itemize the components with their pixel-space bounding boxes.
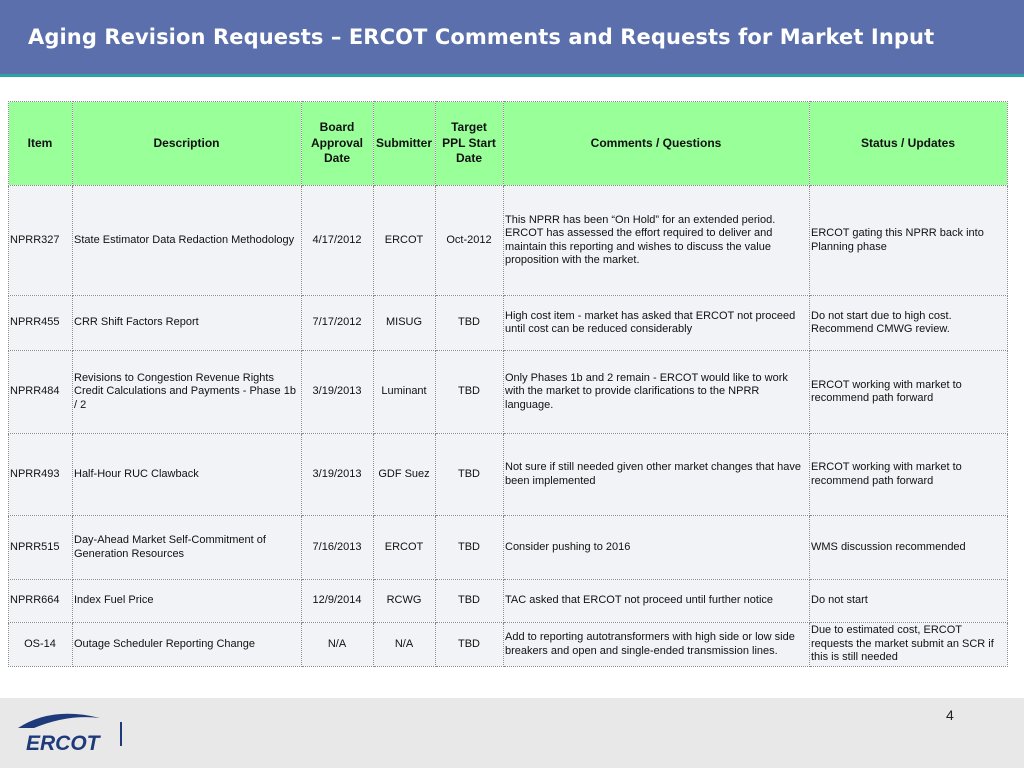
cell-item: NPRR515 [9,516,73,580]
cell-target-date: Oct-2012 [436,186,504,296]
cell-submitter: Luminant [374,351,436,434]
cell-description: Day-Ahead Market Self-Commitment of Generation Resources [73,516,302,580]
cell-description: Index Fuel Price [73,580,302,623]
cell-board-date: 3/19/2013 [302,434,374,516]
cell-submitter: MISUG [374,296,436,351]
col-header-target-ppl-start-date: Target PPL Start Date [436,102,504,186]
cell-comments: TAC asked that ERCOT not proceed until further notice [504,580,810,623]
table-row [9,434,1008,516]
cell-submitter: ERCOT [374,186,436,296]
footer-bar [0,698,1024,768]
cell-board-date: 7/17/2012 [302,296,374,351]
cell-item: NPRR664 [9,580,73,623]
cell-board-date: N/A [302,623,374,667]
cell-status: ERCOT working with market to recommend path forward [810,434,1008,516]
col-header-comments: Comments / Questions [504,102,810,186]
cell-comments: Only Phases 1b and 2 remain - ERCOT would like to work with the market to provide clarifications to the NPRR language. [504,351,810,434]
cell-submitter: RCWG [374,580,436,623]
col-header-submitter: Submitter [374,102,436,186]
cell-item: NPRR484 [9,351,73,434]
cell-target-date: TBD [436,351,504,434]
cell-status: Due to estimated cost, ERCOT requests the market submit an SCR if this is still needed [810,623,1008,667]
table-row [9,623,1008,667]
logo-divider [120,722,122,746]
cell-item: NPRR455 [9,296,73,351]
cell-board-date: 4/17/2012 [302,186,374,296]
cell-item: NPRR493 [9,434,73,516]
cell-comments: Add to reporting autotransformers with high side or low side breakers and open and single-ended transmission lines. [504,623,810,667]
table-row [9,296,1008,351]
col-header-status: Status / Updates [810,102,1008,186]
col-header-board-approval-date: Board Approval Date [302,102,374,186]
ercot-logo [12,708,112,759]
table-row [9,186,1008,296]
cell-description: Half-Hour RUC Clawback [73,434,302,516]
table-header-row [9,102,1008,186]
cell-comments: Consider pushing to 2016 [504,516,810,580]
table-row [9,580,1008,623]
col-header-description: Description [73,102,302,186]
cell-submitter: N/A [374,623,436,667]
cell-target-date: TBD [436,516,504,580]
cell-submitter: GDF Suez [374,434,436,516]
cell-status: Do not start [810,580,1008,623]
cell-target-date: TBD [436,296,504,351]
cell-status: ERCOT working with market to recommend path forward [810,351,1008,434]
cell-board-date: 7/16/2013 [302,516,374,580]
page-number: 4 [946,707,954,723]
cell-submitter: ERCOT [374,516,436,580]
cell-target-date: TBD [436,434,504,516]
cell-board-date: 3/19/2013 [302,351,374,434]
cell-comments: Not sure if still needed given other market changes that have been implemented [504,434,810,516]
cell-description: Revisions to Congestion Revenue Rights Credit Calculations and Payments - Phase 1b / 2 [73,351,302,434]
title-bar [0,0,1024,77]
cell-description: Outage Scheduler Reporting Change [73,623,302,667]
cell-board-date: 12/9/2014 [302,580,374,623]
cell-status: Do not start due to high cost. Recommend CMWG review. [810,296,1008,351]
table-row [9,516,1008,580]
cell-status: ERCOT gating this NPRR back into Planning phase [810,186,1008,296]
cell-comments: This NPRR has been “On Hold” for an extended period. ERCOT has assessed the effort required to deliver and maintain this reporting and wishes to discuss the value proposition with the market. [504,186,810,296]
cell-status: WMS discussion recommended [810,516,1008,580]
page-title: Aging Revision Requests – ERCOT Comments and Requests for Market Input [28,25,935,49]
cell-item: NPRR327 [9,186,73,296]
revision-requests-table [8,101,1008,667]
cell-comments: High cost item - market has asked that ERCOT not proceed until cost can be reduced considerably [504,296,810,351]
cell-target-date: TBD [436,580,504,623]
col-header-item: Item [9,102,73,186]
table-row [9,351,1008,434]
cell-item: OS-14 [9,623,73,667]
cell-description: CRR Shift Factors Report [73,296,302,351]
cell-target-date: TBD [436,623,504,667]
logo-wordmark: ERCOT [26,732,100,754]
cell-description: State Estimator Data Redaction Methodology [73,186,302,296]
